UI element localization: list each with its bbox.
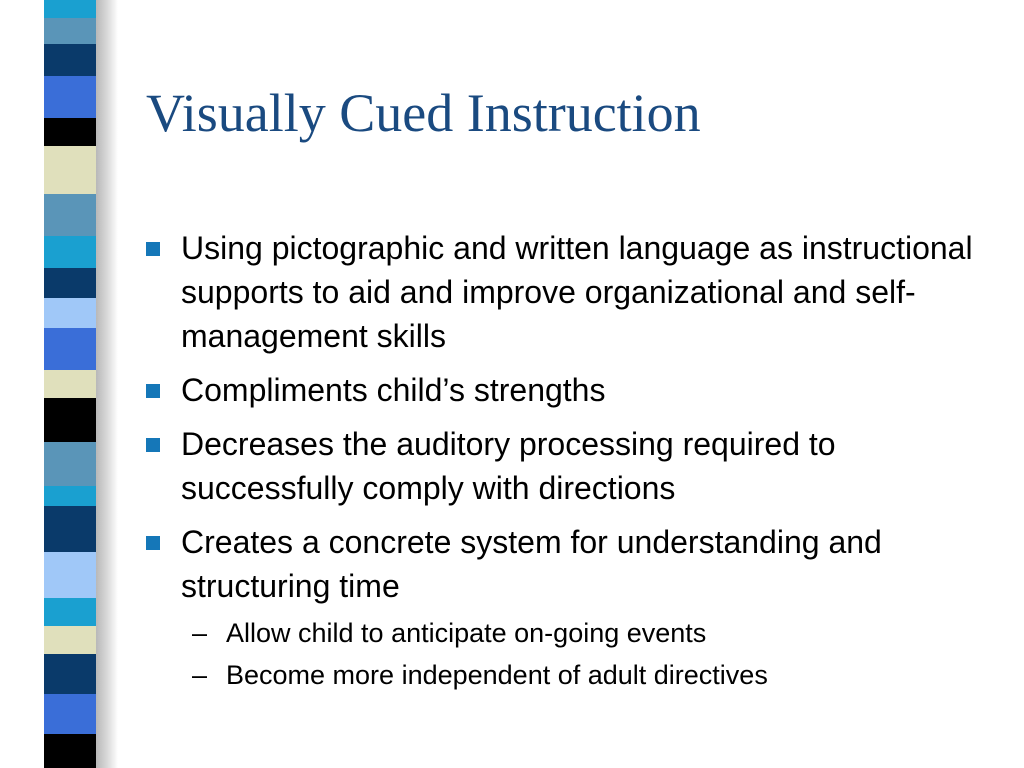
stripe-block — [44, 18, 96, 44]
stripe-block — [44, 598, 96, 626]
stripe-block — [44, 654, 96, 694]
stripe-block — [44, 626, 96, 654]
stripe-block — [44, 44, 96, 76]
stripe-block — [44, 118, 96, 146]
stripe-block — [44, 442, 96, 486]
stripe-block — [44, 506, 96, 552]
square-bullet-icon — [146, 438, 160, 452]
stripe-block — [44, 268, 96, 298]
slide-title: Visually Cued Instruction — [146, 83, 701, 143]
square-bullet-icon — [146, 536, 160, 550]
stripe-block — [44, 486, 96, 506]
bullet-item — [146, 520, 1006, 608]
stripe-block — [44, 298, 96, 328]
bullet-text: Compliments child’s strengths — [181, 372, 606, 408]
sub-bullet-text: Become more independent of adult directives — [226, 660, 768, 690]
stripe-block — [44, 194, 96, 236]
bullet-item — [146, 226, 1006, 358]
stripe-block — [44, 236, 96, 268]
dash-bullet-marker: – — [192, 618, 208, 648]
bullet-item — [146, 368, 1006, 412]
dash-bullet-marker: – — [192, 660, 208, 690]
bullet-list — [146, 226, 1006, 696]
stripe-block — [44, 694, 96, 734]
stripe-block — [44, 0, 96, 18]
stripe-block — [44, 146, 96, 194]
stripe-block — [44, 370, 96, 398]
sub-bullet-text: Allow child to anticipate on-going events — [226, 618, 707, 648]
stripe-block — [44, 328, 96, 370]
stripe-block — [44, 398, 96, 442]
sub-bullet-item — [192, 612, 1006, 654]
stripe-block — [44, 734, 96, 768]
stripe-block — [44, 552, 96, 598]
sub-bullet-item — [192, 654, 1006, 696]
slide-margin — [0, 0, 44, 768]
bullet-text: Creates a concrete system for understanding and structuring time — [181, 524, 882, 604]
stripe-shadow — [96, 0, 118, 768]
bullet-text: Using pictographic and written language as instructional supports to aid and improve organizational and self-management skills — [181, 230, 973, 354]
bullet-text: Decreases the auditory processing required to successfully comply with directions — [181, 426, 836, 506]
bullet-item — [146, 422, 1006, 510]
stripe-block — [44, 76, 96, 118]
square-bullet-icon — [146, 242, 160, 256]
decorative-stripe — [44, 0, 96, 768]
square-bullet-icon — [146, 384, 160, 398]
sub-bullet-list — [146, 612, 1006, 696]
